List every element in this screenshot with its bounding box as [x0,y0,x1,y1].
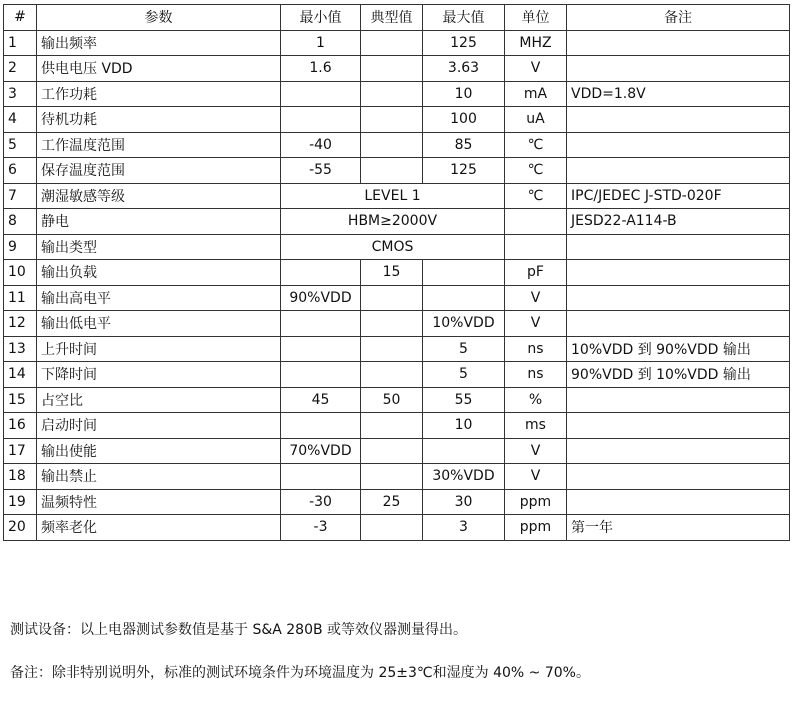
row-index: 8 [4,209,37,235]
value-span: HBM≥2000V [281,209,505,235]
table-row [4,56,790,82]
note-cell: 第一年 [567,515,790,541]
unit: ℃ [505,183,567,209]
max-value [423,438,505,464]
min-value: -30 [281,489,361,515]
typ-value [361,515,423,541]
note-cell [567,158,790,184]
param-name: 启动时间 [37,413,281,439]
param-name: 频率老化 [37,515,281,541]
min-value [281,260,361,286]
note-cell [567,438,790,464]
note-cell: 10%VDD 到 90%VDD 输出 [567,336,790,362]
note-cell [567,413,790,439]
typ-value [361,158,423,184]
test-equipment-note: 测试设备：以上电器测试参数值是基于 S&A 280B 或等效仪器测量得出。 [10,622,468,638]
note-cell [567,311,790,337]
note-cell [567,234,790,260]
min-value: 1.6 [281,56,361,82]
note-cell: JESD22-A114-B [567,209,790,235]
unit: V [505,56,567,82]
header-typ: 典型值 [361,5,423,31]
row-index: 7 [4,183,37,209]
min-value: -55 [281,158,361,184]
unit [505,234,567,260]
unit [505,209,567,235]
unit: V [505,285,567,311]
unit: mA [505,81,567,107]
min-value: 90%VDD [281,285,361,311]
table-row [4,260,790,286]
table-row [4,336,790,362]
row-index: 6 [4,158,37,184]
max-value: 10%VDD [423,311,505,337]
param-name: 静电 [37,209,281,235]
table-row [4,387,790,413]
param-name: 工作功耗 [37,81,281,107]
typ-value [361,132,423,158]
param-name: 上升时间 [37,336,281,362]
max-value: 5 [423,362,505,388]
param-name: 温频特性 [37,489,281,515]
note-cell [567,107,790,133]
param-name: 输出低电平 [37,311,281,337]
table-row [4,515,790,541]
typ-value [361,311,423,337]
min-value: -3 [281,515,361,541]
param-name: 输出频率 [37,30,281,56]
max-value: 10 [423,81,505,107]
max-value [423,285,505,311]
max-value: 85 [423,132,505,158]
table-row [4,489,790,515]
min-value: 70%VDD [281,438,361,464]
unit: MHZ [505,30,567,56]
typ-value [361,413,423,439]
table-row [4,183,790,209]
row-index: 4 [4,107,37,133]
table-row [4,464,790,490]
unit: ns [505,362,567,388]
max-value [423,260,505,286]
max-value: 125 [423,30,505,56]
table-row [4,81,790,107]
note-cell [567,489,790,515]
unit: ppm [505,515,567,541]
header-parameter: 参数 [37,5,281,31]
row-index: 19 [4,489,37,515]
table-row [4,362,790,388]
max-value: 100 [423,107,505,133]
value-span: CMOS [281,234,505,260]
row-index: 9 [4,234,37,260]
param-name: 工作温度范围 [37,132,281,158]
unit: V [505,464,567,490]
remark-note: 备注：除非特别说明外，标准的测试环境条件为环境温度为 25±3℃和湿度为 40% ~ 70%。 [10,665,590,681]
note-cell [567,30,790,56]
table-header-row [4,5,790,31]
typ-value: 50 [361,387,423,413]
row-index: 1 [4,30,37,56]
typ-value [361,438,423,464]
min-value [281,464,361,490]
min-value [281,362,361,388]
max-value: 30 [423,489,505,515]
min-value [281,107,361,133]
row-index: 14 [4,362,37,388]
table-row [4,234,790,260]
typ-value [361,56,423,82]
table-row [4,438,790,464]
table-row [4,209,790,235]
table-row [4,132,790,158]
typ-value: 15 [361,260,423,286]
value-span: LEVEL 1 [281,183,505,209]
min-value [281,336,361,362]
param-name: 待机功耗 [37,107,281,133]
param-name: 输出负载 [37,260,281,286]
unit: ms [505,413,567,439]
note-cell [567,464,790,490]
min-value: 45 [281,387,361,413]
max-value: 125 [423,158,505,184]
header-min: 最小值 [281,5,361,31]
row-index: 15 [4,387,37,413]
param-name: 输出类型 [37,234,281,260]
note-cell [567,387,790,413]
unit: % [505,387,567,413]
header-note: 备注 [567,5,790,31]
row-index: 10 [4,260,37,286]
param-name: 下降时间 [37,362,281,388]
min-value: -40 [281,132,361,158]
typ-value [361,336,423,362]
table-row [4,311,790,337]
header-index: # [4,5,37,31]
table-row [4,107,790,133]
note-cell [567,132,790,158]
table-row [4,30,790,56]
unit: ℃ [505,132,567,158]
max-value: 3 [423,515,505,541]
param-name: 输出禁止 [37,464,281,490]
max-value: 3.63 [423,56,505,82]
note-cell [567,285,790,311]
row-index: 12 [4,311,37,337]
header-max: 最大值 [423,5,505,31]
typ-value [361,464,423,490]
unit: ppm [505,489,567,515]
table-row [4,413,790,439]
unit: ns [505,336,567,362]
min-value [281,413,361,439]
max-value: 55 [423,387,505,413]
note-cell [567,56,790,82]
typ-value [361,107,423,133]
table-row [4,158,790,184]
table-row [4,285,790,311]
row-index: 16 [4,413,37,439]
param-name: 供电电压 VDD [37,56,281,82]
typ-value [361,362,423,388]
note-cell: 90%VDD 到 10%VDD 输出 [567,362,790,388]
row-index: 18 [4,464,37,490]
note-cell: IPC/JEDEC J-STD-020F [567,183,790,209]
min-value [281,81,361,107]
param-name: 潮湿敏感等级 [37,183,281,209]
row-index: 17 [4,438,37,464]
typ-value: 25 [361,489,423,515]
row-index: 5 [4,132,37,158]
row-index: 3 [4,81,37,107]
note-cell [567,260,790,286]
param-name: 占空比 [37,387,281,413]
unit: pF [505,260,567,286]
unit: uA [505,107,567,133]
typ-value [361,81,423,107]
max-value: 5 [423,336,505,362]
spec-table [3,4,790,541]
note-cell: VDD=1.8V [567,81,790,107]
unit: ℃ [505,158,567,184]
row-index: 20 [4,515,37,541]
typ-value [361,30,423,56]
row-index: 13 [4,336,37,362]
max-value: 10 [423,413,505,439]
unit: V [505,311,567,337]
typ-value [361,285,423,311]
param-name: 保存温度范围 [37,158,281,184]
row-index: 11 [4,285,37,311]
min-value [281,311,361,337]
min-value: 1 [281,30,361,56]
unit: V [505,438,567,464]
row-index: 2 [4,56,37,82]
param-name: 输出高电平 [37,285,281,311]
max-value: 30%VDD [423,464,505,490]
param-name: 输出使能 [37,438,281,464]
header-unit: 单位 [505,5,567,31]
